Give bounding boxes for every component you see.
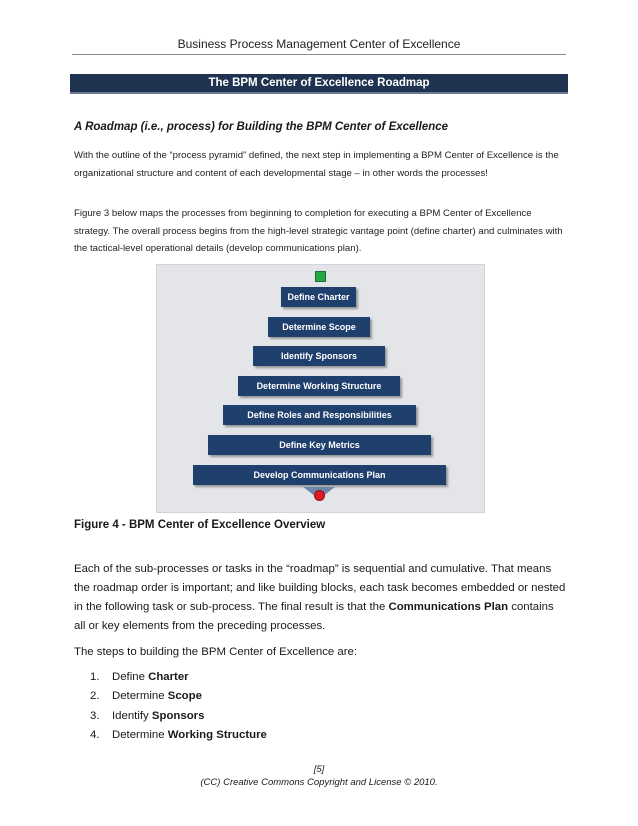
roadmap-step-label: Identify Sponsors <box>280 351 357 361</box>
paragraph-4: The steps to building the BPM Center of Excellence are: <box>74 646 358 658</box>
list-number: 2. <box>90 690 100 703</box>
paragraph-3-text: Each of the sub-processes or tasks in the “roadmap” is sequential and cumulative. That means the roadmap order is important; and like building blocks, each task becomes embedded or nested in the following task or sub-process. The final result is that the <box>74 563 566 613</box>
section-title: The BPM Center of Excellence Roadmap <box>208 77 430 89</box>
list-text <box>112 707 204 726</box>
steps-list <box>90 668 267 745</box>
subheading: A Roadmap (i.e., process) for Building the BPM Center of Excellence <box>74 121 449 133</box>
end-marker-icon <box>314 490 325 501</box>
list-bold: Sponsors <box>151 709 205 722</box>
section-title-bar <box>70 74 568 94</box>
list-bold: Charter <box>148 671 189 683</box>
roadmap-step-7 <box>193 465 446 485</box>
list-number: 3. <box>90 709 100 722</box>
list-text <box>112 726 267 745</box>
list-prefix: Determine <box>112 728 168 741</box>
paragraph-3 <box>74 560 566 636</box>
roadmap-step-label: Determine Working Structure <box>256 381 382 391</box>
list-number: 4. <box>90 728 100 741</box>
header-rule <box>72 54 566 55</box>
roadmap-step-label: Determine Scope <box>282 322 356 332</box>
list-prefix: Identify <box>112 709 152 722</box>
roadmap-step-6 <box>208 435 431 455</box>
roadmap-step-5 <box>223 405 416 425</box>
list-prefix: Define <box>112 671 149 683</box>
roadmap-step-label: Develop Communications Plan <box>253 470 386 480</box>
list-item <box>90 668 267 687</box>
paragraph-2: Figure 3 below maps the processes from beginning to completion for executing a BPM Center of Excellence strategy. The overall process begins from the high-level strategic vantage point (define charter) and culminates with the tactical-level operational details (develop communications plan). <box>74 208 563 254</box>
list-text <box>112 687 202 706</box>
list-item <box>90 726 267 745</box>
paragraph-3-bold: Communications Plan <box>388 601 509 613</box>
roadmap-step-label: Define Charter <box>287 292 350 302</box>
roadmap-step-4 <box>238 376 400 396</box>
list-item <box>90 707 267 726</box>
list-number: 1. <box>90 671 100 683</box>
roadmap-step-2 <box>268 317 370 337</box>
paragraph-1: With the outline of the “process pyramid” defined, the next step in implementing a BPM Center of Excellence is the organizational structure and content of each developmental stage – in other words the processes! <box>74 150 559 179</box>
roadmap-step-3 <box>253 346 385 366</box>
page-header-title: Business Process Management Center of Excellence <box>177 37 461 51</box>
roadmap-step-1 <box>281 287 356 307</box>
roadmap-step-label: Define Roles and Responsibilities <box>247 410 392 420</box>
start-marker-icon <box>315 271 326 282</box>
list-item <box>90 687 267 706</box>
list-prefix: Determine <box>112 690 168 703</box>
list-bold: Scope <box>167 690 202 703</box>
list-bold: Working Structure <box>167 728 267 741</box>
footer-page-number: [5] <box>313 764 325 775</box>
list-text <box>112 668 189 687</box>
roadmap-step-label: Define Key Metrics <box>279 440 360 450</box>
footer-copyright: (CC) Creative Commons Copyright and License © 2010. <box>200 777 438 788</box>
paragraph-3-text-end: contains all or key elements from the preceding processes. <box>74 601 554 632</box>
figure-caption: Figure 4 - BPM Center of Excellence Overview <box>74 519 326 531</box>
